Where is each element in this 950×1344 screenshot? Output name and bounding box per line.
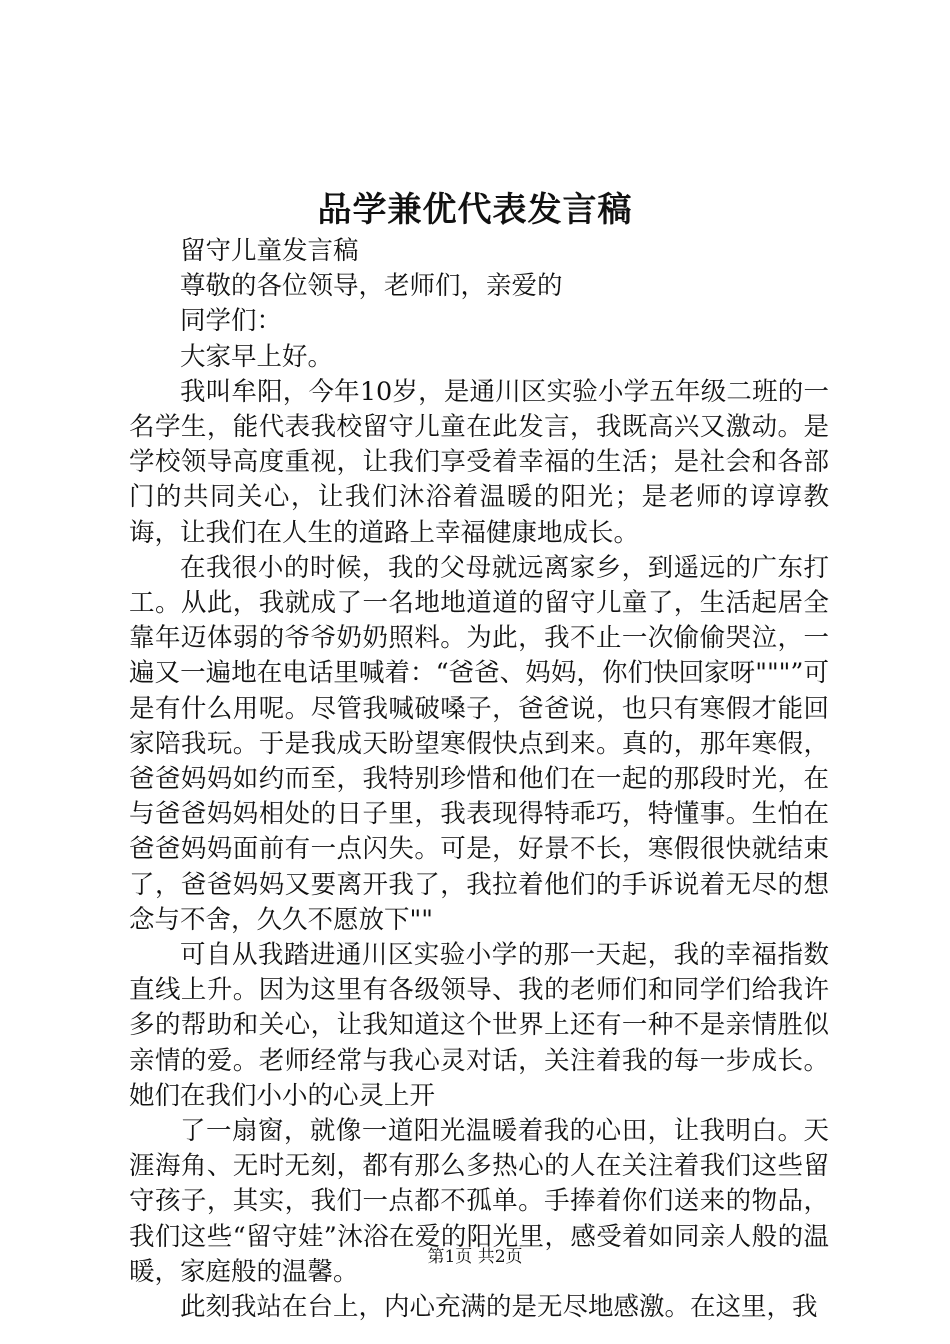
paragraph-window: 了一扇窗，就像一道阳光温暖着我的心田，让我明白。天涯海角、无时无刻，都有那么多热心的人在关注着我们这些留守孩子，其实，我们一点都不孤单。手捧着你们送来的物品，我们这些“留守娃”沐浴在爱的阳光里，感受着如同亲人般的温暖，家庭般的温馨。 (129, 1116, 829, 1287)
paragraph-salutation: 尊敬的各位领导，老师们，亲爱的 (180, 271, 563, 302)
paragraph-school: 可自从我踏进通川区实验小学的那一天起，我的幸福指数直线上升。因为这里有各级领导、我的老师们和同学们给我许多的帮助和关心，让我知道这个世界上还有一种不是亲情胜似亲情的爱。老师经常与我心灵对话，关注着我的每一步成长。她们在我们小小的心灵上开 (129, 940, 829, 1111)
paragraph-gratitude: 此刻我站在台上，内心充满的是无尽地感激。在这里，我 (180, 1292, 818, 1323)
paragraph-intro: 我叫牟阳，今年10岁，是通川区实验小学五年级二班的一名学生，能代表我校留守儿童在此发言，我既高兴又激动。是学校领导高度重视，让我们享受着幸福的生活；是社会和各部门的共同关心，让我们沐浴着温暖的阳光；是老师的谆谆教诲，让我们在人生的道路上幸福健康地成长。 (129, 376, 829, 548)
paragraph-subtitle: 留守儿童发言稿 (180, 236, 359, 266)
page-number-footer: 第1页 共2页 (427, 1247, 523, 1267)
document-title: 品学兼优代表发言稿 (317, 190, 633, 230)
paragraph-childhood: 在我很小的时候，我的父母就远离家乡，到遥远的广东打工。从此，我就成了一名地地道道的留守儿童了，生活起居全靠年迈体弱的爷爷奶奶照料。为此，我不止一次偷偷哭泣，一遍又一遍地在电话里喊着：“爸爸、妈妈，你们快回家呀"""”可是有什么用呢。尽管我喊破嗓子，爸爸说，也只有寒假才能回家陪我玩。于是我成天盼望寒假快点到来。真的，那年寒假，爸爸妈妈如约而至，我特别珍惜和他们在一起的那段时光，在与爸爸妈妈相处的日子里，我表现得特乖巧，特懂事。生怕在爸爸妈妈面前有一点闪失。可是，好景不长，寒假很快就结束了，爸爸妈妈又要离开我了，我拉着他们的手诉说着无尽的想念与不舍，久久不愿放下"" (129, 552, 829, 935)
paragraph-salutation-cont: 同学们： (180, 306, 283, 337)
paragraph-greeting: 大家早上好。 (180, 341, 334, 372)
document-body (129, 234, 829, 1325)
